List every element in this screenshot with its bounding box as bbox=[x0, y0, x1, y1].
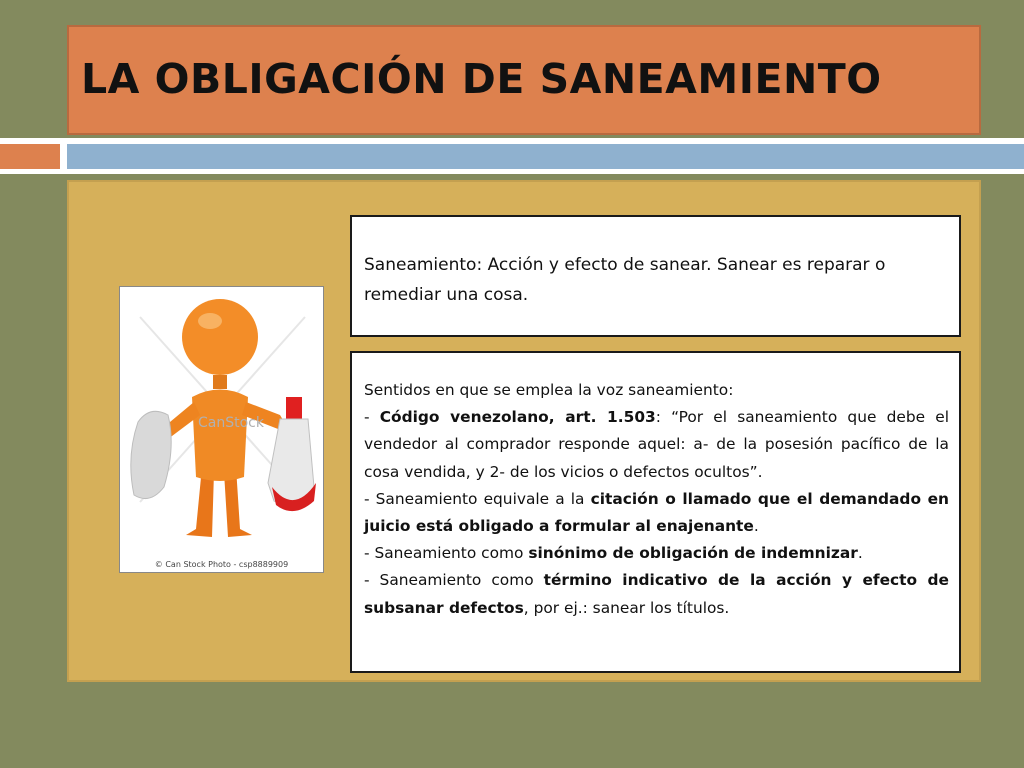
item-emphasis: citación o llamado que el demandado en juicio está obligado a formular al enajenante bbox=[364, 489, 949, 536]
watermark-text: CanStock bbox=[198, 415, 264, 431]
slide-title: LA OBLIGACIÓN DE SANEAMIENTO bbox=[81, 55, 882, 103]
accent-stripe-orange bbox=[0, 144, 60, 169]
image-caption: © Can Stock Photo - csp8889909 bbox=[154, 560, 289, 569]
senses-item-4 bbox=[364, 567, 949, 621]
senses-heading: Sentidos en que se emplea la voz saneamiento: bbox=[364, 381, 734, 399]
item-lead: - Saneamiento como bbox=[364, 571, 544, 590]
accent-stripe-blue bbox=[67, 144, 1024, 169]
senses-item-1 bbox=[364, 404, 949, 486]
senses-item-3 bbox=[364, 540, 949, 567]
cleaner-figure-icon bbox=[120, 287, 323, 572]
item-rest: . bbox=[753, 517, 759, 536]
item-emphasis: término indicativo de la acción y efecto de subsanar defectos bbox=[364, 571, 949, 617]
definition-text: Saneamiento: Acción y efecto de sanear. Sanear es reparar o remediar una cosa. bbox=[364, 255, 886, 305]
title-bar bbox=[67, 25, 981, 135]
definition-box bbox=[350, 215, 961, 337]
item-lead: - bbox=[364, 408, 380, 427]
item-lead: - Saneamiento equivale a la bbox=[364, 489, 591, 508]
item-rest: , por ej.: sanear los títulos. bbox=[523, 598, 730, 617]
item-emphasis: sinónimo de obligación de indemnizar bbox=[528, 544, 858, 563]
item-rest: : “Por el saneamiento que debe el vendedor al comprador responde aquel: a- de la posesión pacífico de la cosa vendida, y 2- de los vicios o defectos ocultos”. bbox=[364, 408, 950, 481]
senses-item-2 bbox=[364, 486, 949, 540]
item-emphasis: Código venezolano, art. 1.503 bbox=[379, 408, 656, 427]
senses-box bbox=[350, 351, 961, 673]
item-rest: . bbox=[857, 544, 863, 563]
item-lead: - Saneamiento como bbox=[364, 544, 529, 563]
cleaner-illustration bbox=[119, 286, 324, 573]
